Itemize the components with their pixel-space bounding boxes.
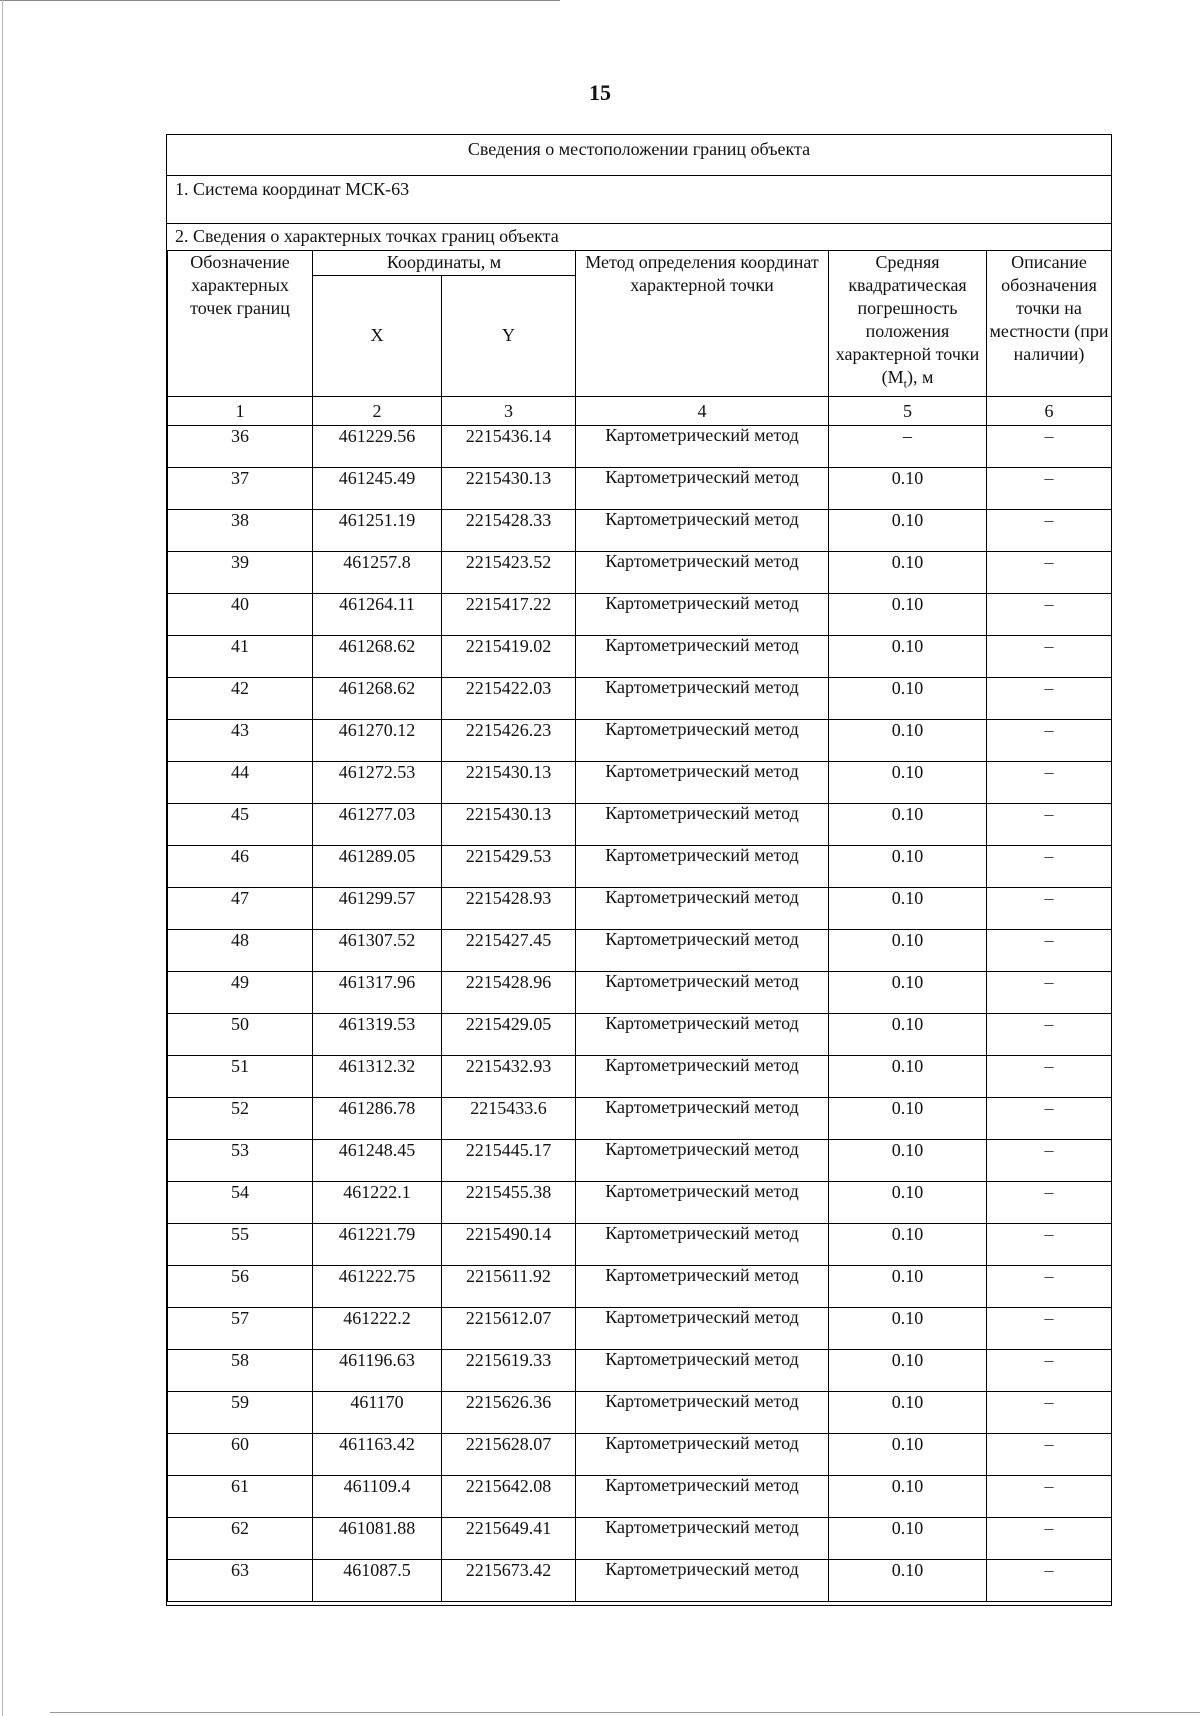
x-coordinate-cell: 461307.52 (313, 929, 442, 971)
y-coordinate-cell: 2215432.93 (442, 1055, 576, 1097)
description-cell: – (987, 509, 1112, 551)
point-number-cell: 47 (168, 887, 313, 929)
y-coordinate-cell: 2215426.23 (442, 719, 576, 761)
column-number: 6 (987, 396, 1112, 425)
error-cell: 0.10 (829, 1559, 987, 1601)
points-table (167, 250, 1112, 1602)
page-number: 15 (589, 80, 611, 105)
coord-system: 1. Система координат МСК-63 (175, 179, 410, 199)
x-coordinate-cell: 461270.12 (313, 719, 442, 761)
y-coordinate-cell: 2215429.05 (442, 1013, 576, 1055)
method-cell: Картометрический метод (576, 551, 829, 593)
y-coordinate-cell: 2215642.08 (442, 1475, 576, 1517)
description-cell: – (987, 1181, 1112, 1223)
y-coordinate-cell: 2215430.13 (442, 467, 576, 509)
x-coordinate-cell: 461272.53 (313, 761, 442, 803)
point-number-cell: 44 (168, 761, 313, 803)
description-cell: – (987, 887, 1112, 929)
point-number-cell: 36 (168, 425, 313, 467)
method-cell: Картометрический метод (576, 1265, 829, 1307)
table-row (168, 1475, 1112, 1517)
y-coordinate-cell: 2215455.38 (442, 1181, 576, 1223)
x-coordinate-cell: 461257.8 (313, 551, 442, 593)
x-coordinate-cell: 461289.05 (313, 845, 442, 887)
error-cell: 0.10 (829, 1181, 987, 1223)
error-cell: – (829, 425, 987, 467)
table-row (168, 467, 1112, 509)
table-row (168, 845, 1112, 887)
column-number: 5 (829, 396, 987, 425)
x-coordinate-cell: 461109.4 (313, 1475, 442, 1517)
y-coordinate-cell: 2215628.07 (442, 1433, 576, 1475)
error-cell: 0.10 (829, 467, 987, 509)
point-number-cell: 59 (168, 1391, 313, 1433)
column-numbers-row (168, 396, 1112, 425)
description-cell: – (987, 1013, 1112, 1055)
table-row (168, 635, 1112, 677)
header-method: Метод определения координат характерной точки (576, 251, 829, 397)
y-coordinate-cell: 2215417.22 (442, 593, 576, 635)
y-coordinate-cell: 2215673.42 (442, 1559, 576, 1601)
error-cell: 0.10 (829, 1433, 987, 1475)
description-cell: – (987, 845, 1112, 887)
table-row (168, 1139, 1112, 1181)
header-y: Y (442, 276, 576, 396)
header-description: Описание обозначения точки на местности (при наличии) (987, 251, 1112, 397)
divider (167, 175, 1111, 176)
description-cell: – (987, 425, 1112, 467)
y-coordinate-cell: 2215433.6 (442, 1097, 576, 1139)
method-cell: Картометрический метод (576, 425, 829, 467)
error-cell: 0.10 (829, 971, 987, 1013)
x-coordinate-cell: 461319.53 (313, 1013, 442, 1055)
column-number: 1 (168, 396, 313, 425)
point-number-cell: 55 (168, 1223, 313, 1265)
x-coordinate-cell: 461222.1 (313, 1181, 442, 1223)
point-number-cell: 61 (168, 1475, 313, 1517)
y-coordinate-cell: 2215427.45 (442, 929, 576, 971)
point-number-cell: 49 (168, 971, 313, 1013)
description-cell: – (987, 635, 1112, 677)
description-cell: – (987, 677, 1112, 719)
table-row (168, 1223, 1112, 1265)
scan-edge-bottom (50, 1712, 1200, 1713)
x-coordinate-cell: 461286.78 (313, 1097, 442, 1139)
method-cell: Картометрический метод (576, 509, 829, 551)
method-cell: Картометрический метод (576, 1517, 829, 1559)
method-cell: Картометрический метод (576, 761, 829, 803)
table-row (168, 593, 1112, 635)
x-coordinate-cell: 461268.62 (313, 677, 442, 719)
table-row (168, 1265, 1112, 1307)
y-coordinate-cell: 2215429.53 (442, 845, 576, 887)
method-cell: Картометрический метод (576, 1559, 829, 1601)
table-row (168, 719, 1112, 761)
description-cell: – (987, 1559, 1112, 1601)
method-cell: Картометрический метод (576, 1391, 829, 1433)
table-row (168, 803, 1112, 845)
table-row (168, 1097, 1112, 1139)
y-coordinate-cell: 2215619.33 (442, 1349, 576, 1391)
description-cell: – (987, 971, 1112, 1013)
x-coordinate-cell: 461248.45 (313, 1139, 442, 1181)
table-row (168, 761, 1112, 803)
table-row (168, 971, 1112, 1013)
y-coordinate-cell: 2215423.52 (442, 551, 576, 593)
error-cell: 0.10 (829, 593, 987, 635)
method-cell: Картометрический метод (576, 1433, 829, 1475)
table-row (168, 1349, 1112, 1391)
header-x: X (313, 276, 442, 396)
table-row (168, 551, 1112, 593)
y-coordinate-cell: 2215611.92 (442, 1265, 576, 1307)
description-cell: – (987, 1475, 1112, 1517)
point-number-cell: 42 (168, 677, 313, 719)
description-cell: – (987, 1265, 1112, 1307)
error-cell: 0.10 (829, 1055, 987, 1097)
point-number-cell: 45 (168, 803, 313, 845)
error-cell: 0.10 (829, 509, 987, 551)
point-number-cell: 38 (168, 509, 313, 551)
x-coordinate-cell: 461170 (313, 1391, 442, 1433)
error-cell: 0.10 (829, 929, 987, 971)
x-coordinate-cell: 461245.49 (313, 467, 442, 509)
header-error-sub: t (903, 376, 907, 391)
description-cell: – (987, 1433, 1112, 1475)
error-cell: 0.10 (829, 1517, 987, 1559)
point-number-cell: 54 (168, 1181, 313, 1223)
y-coordinate-cell: 2215445.17 (442, 1139, 576, 1181)
method-cell: Картометрический метод (576, 1223, 829, 1265)
description-cell: – (987, 719, 1112, 761)
x-coordinate-cell: 461312.32 (313, 1055, 442, 1097)
error-cell: 0.10 (829, 803, 987, 845)
error-cell: 0.10 (829, 1223, 987, 1265)
column-number: 3 (442, 396, 576, 425)
table-row (168, 1013, 1112, 1055)
table-row (168, 1055, 1112, 1097)
description-cell: – (987, 1391, 1112, 1433)
x-coordinate-cell: 461081.88 (313, 1517, 442, 1559)
points-table-body (168, 425, 1112, 1601)
point-number-cell: 62 (168, 1517, 313, 1559)
error-cell: 0.10 (829, 1097, 987, 1139)
x-coordinate-cell: 461222.75 (313, 1265, 442, 1307)
error-cell: 0.10 (829, 1013, 987, 1055)
error-cell: 0.10 (829, 887, 987, 929)
point-number-cell: 43 (168, 719, 313, 761)
y-coordinate-cell: 2215612.07 (442, 1307, 576, 1349)
y-coordinate-cell: 2215490.14 (442, 1223, 576, 1265)
method-cell: Картометрический метод (576, 1055, 829, 1097)
y-coordinate-cell: 2215428.93 (442, 887, 576, 929)
scan-edge-left (2, 0, 3, 1716)
table-row (168, 509, 1112, 551)
x-coordinate-cell: 461087.5 (313, 1559, 442, 1601)
error-cell: 0.10 (829, 1391, 987, 1433)
table-row (168, 929, 1112, 971)
description-cell: – (987, 761, 1112, 803)
boundary-info-table (166, 134, 1112, 1606)
method-cell: Картометрический метод (576, 887, 829, 929)
table-row (168, 677, 1112, 719)
error-cell: 0.10 (829, 635, 987, 677)
description-cell: – (987, 929, 1112, 971)
y-coordinate-cell: 2215428.33 (442, 509, 576, 551)
method-cell: Картометрический метод (576, 1097, 829, 1139)
point-number-cell: 50 (168, 1013, 313, 1055)
x-coordinate-cell: 461277.03 (313, 803, 442, 845)
header-coordinates: Координаты, м (313, 251, 576, 276)
header-error-unit: ), м (906, 367, 934, 387)
table-row (168, 1307, 1112, 1349)
y-coordinate-cell: 2215649.41 (442, 1517, 576, 1559)
y-coordinate-cell: 2215430.13 (442, 803, 576, 845)
y-coordinate-cell: 2215428.96 (442, 971, 576, 1013)
point-number-cell: 41 (168, 635, 313, 677)
point-number-cell: 63 (168, 1559, 313, 1601)
point-number-cell: 58 (168, 1349, 313, 1391)
table-row (168, 425, 1112, 467)
point-number-cell: 53 (168, 1139, 313, 1181)
header-error (829, 251, 987, 397)
method-cell: Картометрический метод (576, 929, 829, 971)
y-coordinate-cell: 2215422.03 (442, 677, 576, 719)
y-coordinate-cell: 2215430.13 (442, 761, 576, 803)
error-cell: 0.10 (829, 677, 987, 719)
method-cell: Картометрический метод (576, 1349, 829, 1391)
x-coordinate-cell: 461221.79 (313, 1223, 442, 1265)
method-cell: Картометрический метод (576, 803, 829, 845)
header-error-text: Средняя квадратическая погрешность положения характерной точки (M (835, 252, 980, 387)
error-cell: 0.10 (829, 551, 987, 593)
description-cell: – (987, 803, 1112, 845)
x-coordinate-cell: 461317.96 (313, 971, 442, 1013)
method-cell: Картометрический метод (576, 593, 829, 635)
table-row (168, 1517, 1112, 1559)
error-cell: 0.10 (829, 1349, 987, 1391)
error-cell: 0.10 (829, 1139, 987, 1181)
point-number-cell: 51 (168, 1055, 313, 1097)
point-number-cell: 40 (168, 593, 313, 635)
description-cell: – (987, 1349, 1112, 1391)
description-cell: – (987, 467, 1112, 509)
table-row (168, 887, 1112, 929)
y-coordinate-cell: 2215436.14 (442, 425, 576, 467)
method-cell: Картометрический метод (576, 1139, 829, 1181)
method-cell: Картометрический метод (576, 1013, 829, 1055)
x-coordinate-cell: 461264.11 (313, 593, 442, 635)
y-coordinate-cell: 2215626.36 (442, 1391, 576, 1433)
scan-edge-top (0, 0, 560, 1)
table-row (168, 1559, 1112, 1601)
error-cell: 0.10 (829, 761, 987, 803)
point-number-cell: 60 (168, 1433, 313, 1475)
error-cell: 0.10 (829, 845, 987, 887)
description-cell: – (987, 1097, 1112, 1139)
method-cell: Картометрический метод (576, 845, 829, 887)
point-number-cell: 57 (168, 1307, 313, 1349)
description-cell: – (987, 551, 1112, 593)
x-coordinate-cell: 461229.56 (313, 425, 442, 467)
x-coordinate-cell: 461251.19 (313, 509, 442, 551)
error-cell: 0.10 (829, 1307, 987, 1349)
error-cell: 0.10 (829, 1475, 987, 1517)
method-cell: Картометрический метод (576, 467, 829, 509)
table-row (168, 1181, 1112, 1223)
point-number-cell: 46 (168, 845, 313, 887)
point-number-cell: 52 (168, 1097, 313, 1139)
method-cell: Картометрический метод (576, 1307, 829, 1349)
header-point-name: Обозначение характерных точек границ (168, 251, 313, 397)
point-number-cell: 37 (168, 467, 313, 509)
point-number-cell: 56 (168, 1265, 313, 1307)
x-coordinate-cell: 461222.2 (313, 1307, 442, 1349)
method-cell: Картометрический метод (576, 719, 829, 761)
method-cell: Картометрический метод (576, 635, 829, 677)
x-coordinate-cell: 461196.63 (313, 1349, 442, 1391)
description-cell: – (987, 1307, 1112, 1349)
column-number: 4 (576, 396, 829, 425)
description-cell: – (987, 1223, 1112, 1265)
point-number-cell: 39 (168, 551, 313, 593)
error-cell: 0.10 (829, 1265, 987, 1307)
points-heading: 2. Сведения о характерных точках границ объекта (175, 226, 559, 246)
y-coordinate-cell: 2215419.02 (442, 635, 576, 677)
table-row (168, 1433, 1112, 1475)
point-number-cell: 48 (168, 929, 313, 971)
description-cell: – (987, 1055, 1112, 1097)
block-title: Сведения о местоположении границ объекта (467, 139, 811, 159)
column-number: 2 (313, 396, 442, 425)
description-cell: – (987, 593, 1112, 635)
description-cell: – (987, 1139, 1112, 1181)
method-cell: Картометрический метод (576, 1475, 829, 1517)
method-cell: Картометрический метод (576, 677, 829, 719)
x-coordinate-cell: 461268.62 (313, 635, 442, 677)
error-cell: 0.10 (829, 719, 987, 761)
x-coordinate-cell: 461299.57 (313, 887, 442, 929)
method-cell: Картометрический метод (576, 1181, 829, 1223)
x-coordinate-cell: 461163.42 (313, 1433, 442, 1475)
table-row (168, 1391, 1112, 1433)
description-cell: – (987, 1517, 1112, 1559)
method-cell: Картометрический метод (576, 971, 829, 1013)
